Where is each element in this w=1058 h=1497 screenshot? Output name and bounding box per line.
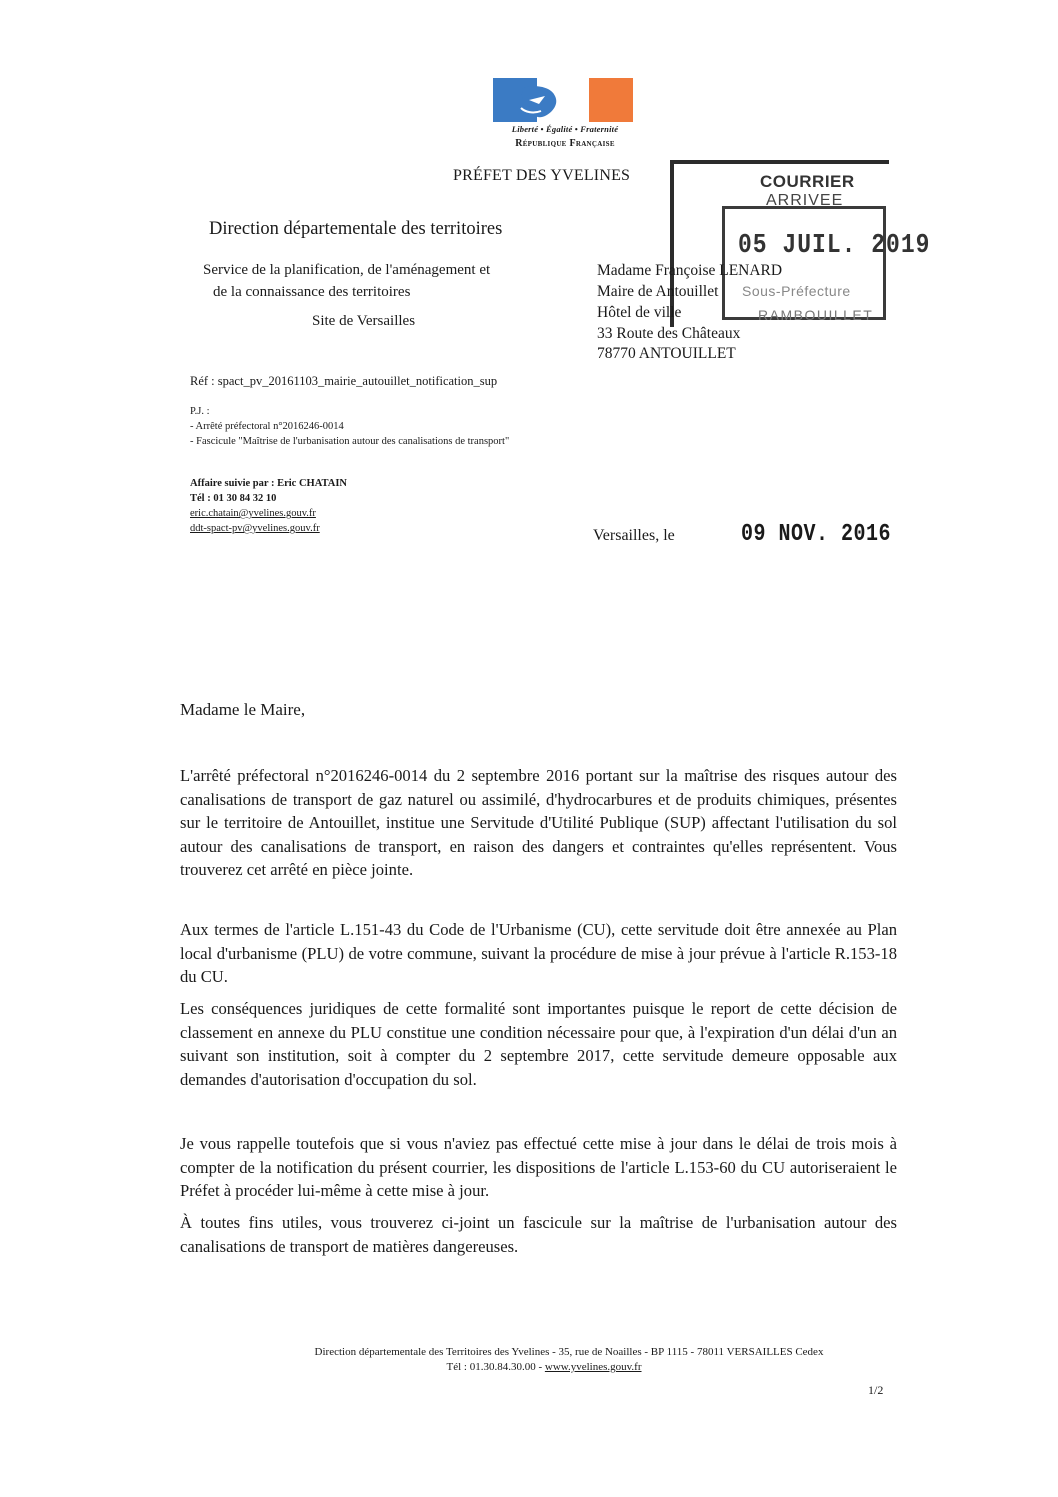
marianne-flag-icon [493,78,633,122]
marianne-logo [490,78,640,158]
sender-service-line1: Service de la planification, de l'aménagement et [203,262,491,278]
contact-person: Affaire suivie par : Eric CHATAIN [190,478,347,489]
stamp-date: 05 JUIL. 2019 [738,230,931,260]
recipient-postal: 78770 ANTOUILLET [597,345,736,362]
body-paragraph: Aux termes de l'article L.151-43 du Code de l'Urbanisme (CU), cette servitude doit être annexée au Plan local d'urbanisme (PLU) de votre commune, suivant la procédure de mise à jour prévue à l'article R.153-18 du CU. [180,920,897,986]
contact-block [190,476,347,536]
body-paragraph: À toutes fins utiles, vous trouverez ci-joint un fascicule sur la maîtrise de l'urbanisation autour des canalisations de transport de matières dangereuses. [180,1213,897,1256]
salutation: Madame le Maire, [180,700,306,719]
body-paragraph: L'arrêté préfectoral n°2016246-0014 du 2 septembre 2016 portant sur la maîtrise des risques autour des canalisations de transport de gaz naturel ou assimilé, d'hydrocarbures et de produits chimiques, présentes sur le territoire de Antouillet, institue une Servitude d'Utilité Publique (SUP) affectant l'utilisation du sol autour des canalisations de transport, en raison des dangers et contraintes qu'elles représentent. Vous trouverez cet arrêté en pièce jointe. [180,766,897,879]
contact-phone: Tél : 01 30 84 32 10 [190,493,277,504]
footer-website-link[interactable]: www.yvelines.gouv.fr [544,1361,642,1373]
footer-address: Direction départementale des Territoires des Yvelines - 35, rue de Noailles - BP 1115 - 78011 VERSAILLES Cedex [314,1346,824,1358]
republic-motto: Liberté • Égalité • Fraternité [511,124,619,134]
recipient-building: Hôtel de ville [597,304,682,321]
date-place: Versailles, le [593,527,675,544]
body-paragraph: Les conséquences juridiques de cette formalité sont importantes puisque le report de cette décision de classement en annexe du PLU constitue une condition nécessaire pour que, à l'expiration d'un délai d'un an suivant son institution, soit à compter du 2 septembre 2017, cette servitude demeure opposable aux demandes d'autorisation d'occupation du sol. [180,999,897,1089]
prefect-title: PRÉFET DES YVELINES [453,167,631,184]
page-number: 1/2 [868,1383,884,1397]
stamp-subprefecture: Sous-Préfecture [742,283,851,299]
stamp-courrier: COURRIER [760,172,855,191]
footer-phone: Tél : 01.30.84.30.00 - [446,1361,545,1373]
sender-direction: Direction départementale des territoires [209,219,503,239]
contact-email-link[interactable]: eric.chatain@yvelines.gouv.fr [190,508,316,519]
sender-service-line2: de la connaissance des territoires [213,284,411,300]
attachments-block [190,404,570,449]
sender-site: Site de Versailles [312,313,416,329]
stamp-city: RAMBOUILLET [758,307,874,323]
footer-contact [0,1361,1058,1373]
date-stamp: 09 NOV. 2016 [741,520,892,549]
attachment-item: - Arrêté préfectoral n°2016246-0014 [190,421,344,432]
recipient-title: Maire de Antouillet [597,283,719,300]
recipient-name: Madame Françoise LENARD [597,262,783,279]
recipient-street: 33 Route des Châteaux [597,325,741,342]
stamp-arrivee: ARRIVEE [766,192,844,209]
reference-line: Réf : spact_pv_20161103_mairie_autouillet_notification_sup [190,374,498,388]
attachments-label: P.J. : [190,406,210,417]
service-email-link[interactable]: ddt-spact-pv@yvelines.gouv.fr [190,523,320,534]
republic-name: République Française [515,138,615,149]
body-paragraph: Je vous rappelle toutefois que si vous n'aviez pas effectué cette mise à jour dans le délai de trois mois à compter de la notification du présent courrier, les dispositions de l'article L.153-60 du CU autoriseraient le Préfet à procéder lui-même à cette mise à jour. [180,1134,897,1200]
attachment-item: - Fascicule "Maîtrise de l'urbanisation autour des canalisations de transport" [190,436,510,447]
